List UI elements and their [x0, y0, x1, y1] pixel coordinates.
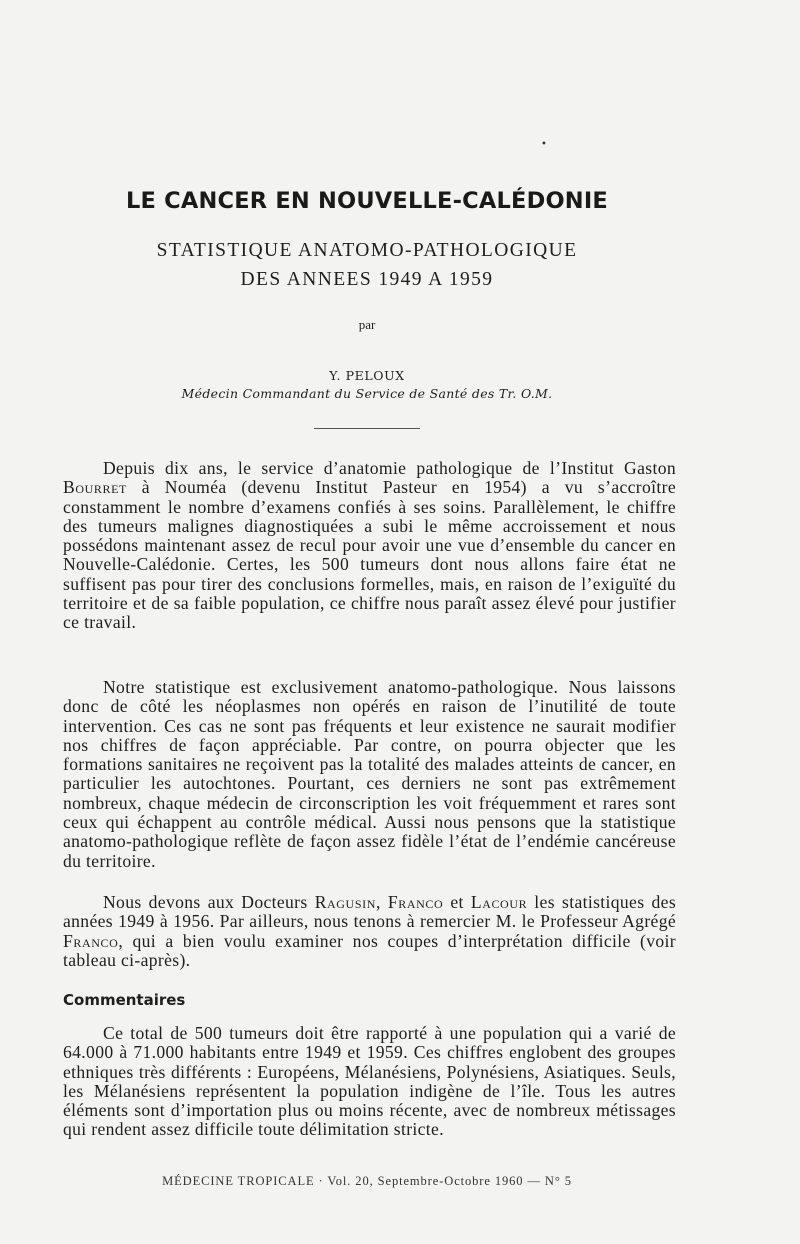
- name-franco-professor: Franco: [63, 930, 119, 951]
- name-bourret: Bourret: [63, 477, 127, 498]
- paragraph-acknowledgements: [63, 893, 676, 970]
- paragraph-intro: [63, 459, 676, 633]
- section-heading-commentaires: Commentaires: [63, 991, 186, 1009]
- paragraph-intro-start: Depuis dix ans, le service d’anatomie pathologique de l’Institut Gaston: [103, 458, 676, 478]
- separator-rule: [314, 428, 420, 429]
- article-subtitle-line2: DES ANNEES 1949 A 1959: [240, 269, 494, 290]
- article-subtitle-line1: STATISTIQUE ANATOMO-PATHOLOGIQUE: [156, 240, 578, 261]
- paragraph-statistics: [63, 678, 676, 871]
- name-lacour: Lacour: [470, 892, 528, 912]
- ack-text-4: les statistiques des années 1949 à 1956. Par ailleurs, nous tenons à remercier M. le Professeur Agrégé: [63, 892, 677, 932]
- author-name: Y. PELOUX: [329, 368, 405, 383]
- article-title: LE CANCER EN NOUVELLE-CALÉDONIE: [126, 188, 608, 214]
- journal-footer: MÉDECINE TROPICALE · Vol. 20, Septembre-Octobre 1960 — N° 5: [162, 1174, 572, 1188]
- ack-text-1: Nous devons aux Docteurs: [103, 892, 315, 912]
- paragraph-intro-rest: à Nouméa (devenu Institut Pasteur en 1954) a vu s’accroître constamment le nombre d’examens confiés à ses soins. Parallèlement, le chiffre des tumeurs malignes diagnostiquées a subi le même accroissement et nous possédons maintenant assez de recul pour avoir une vue d’ensemble du cancer en Nouvelle-Calédonie. Certes, les 500 tumeurs dont nous allons faire état ne suffisent pas pour tirer des conclusions formelles, mais, en raison de l’exiguïté du territoire et de sa faible population, ce chiffre nous paraît assez élevé pour justifier ce travail.: [63, 477, 676, 633]
- author-affiliation: Médecin Commandant du Service de Santé des Tr. O.M.: [181, 386, 553, 401]
- ack-text-3: et: [443, 892, 471, 912]
- byline-par: par: [358, 317, 376, 332]
- paragraph-commentaires: [63, 1024, 676, 1140]
- ack-text-5: , qui a bien voulu examiner nos coupes d’interprétation difficile (voir tableau ci-après).: [63, 930, 676, 970]
- bullet-mark: •: [541, 139, 547, 150]
- paragraph-statistics-text: Notre statistique est exclusivement anatomo-pathologique. Nous laissons donc de côté les néoplasmes non opérés en raison de l’inutilité de toute intervention. Ces cas ne sont pas fréquents et leur existence ne saurait modifier nos chiffres de façon appréciable. Par contre, on pourra objecter que les formations sanitaires ne reçoivent pas la totalité des malades atteints de cancer, en particulier les autochtones. Pourtant, ces derniers ne sont pas extrêmement nombreux, chaque médecin de circonscription les voit fréquemment et rares sont ceux qui échappent au contrôle médical. Aussi nous pensons que la statistique anatomo-pathologique reflète de façon assez fidèle l’état de l’endémie cancéreuse du territoire.: [63, 677, 676, 871]
- name-franco: Franco: [387, 892, 444, 912]
- name-ragusin: Ragusin: [314, 892, 376, 912]
- ack-text-2: ,: [375, 892, 388, 912]
- paragraph-commentaires-text: Ce total de 500 tumeurs doit être rapporté à une population qui a varié de 64.000 à 71.000 habitants entre 1949 et 1959. Ces chiffres englobent des groupes ethniques très différents : Européens, Mélanésiens, Polynésiens, Asiatiques. Seuls, les Mélanésiens représentent la population indigène de l’île. Tous les autres éléments sont d’importation plus ou moins récente, avec de nombreux métissages qui rendent assez difficile toute délimitation stricte.: [63, 1023, 676, 1140]
